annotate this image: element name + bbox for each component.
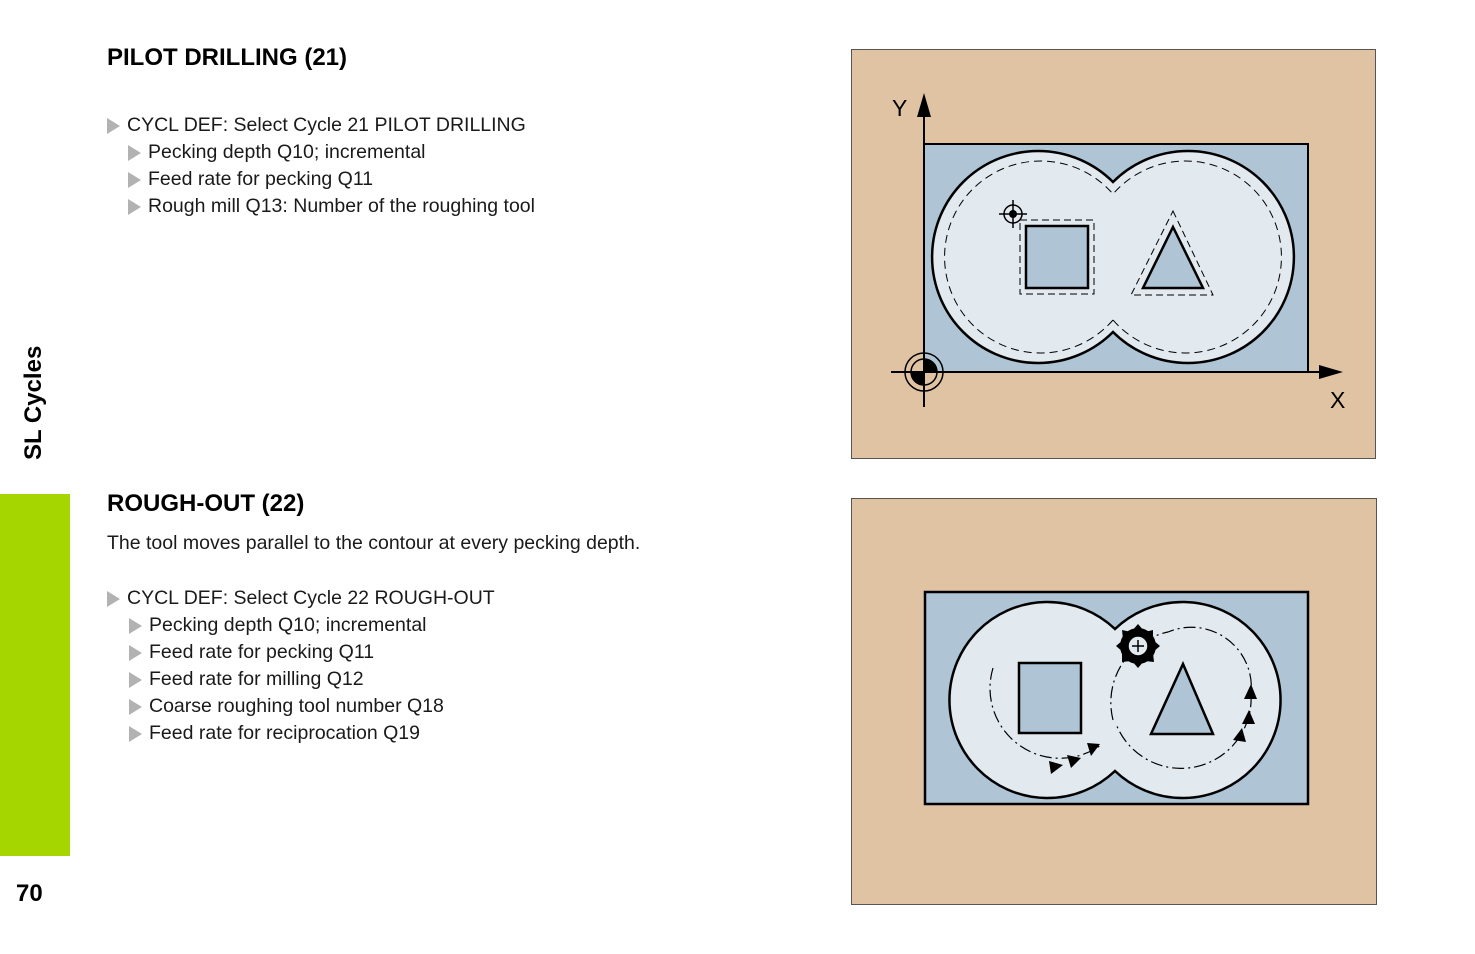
rough-param-text: Coarse roughing tool number Q18 (149, 695, 444, 717)
x-axis-label: X (1330, 387, 1346, 413)
rough-param (129, 722, 420, 745)
rough-param (129, 668, 364, 691)
pilot-param (128, 195, 535, 218)
pilot-param (128, 168, 373, 191)
triangle-bullet-icon (129, 645, 142, 661)
rough-step-text: CYCL DEF: Select Cycle 22 ROUGH-OUT (127, 587, 495, 609)
rough-out-figure (851, 498, 1377, 905)
page-number: 70 (16, 880, 43, 907)
section-label: SL Cycles (20, 345, 47, 460)
pilot-param-text: Pecking depth Q10; incremental (148, 141, 426, 163)
pilot-param (128, 141, 426, 164)
triangle-bullet-icon (129, 726, 142, 742)
triangle-bullet-icon (107, 591, 120, 607)
rough-param-text: Feed rate for pecking Q11 (149, 641, 375, 663)
pilot-param-text: Feed rate for pecking Q11 (148, 168, 374, 190)
rough-param (129, 614, 427, 637)
triangle-bullet-icon (128, 172, 141, 188)
section-tab (0, 494, 70, 856)
pilot-param-text: Rough mill Q13: Number of the roughing tool (148, 195, 535, 217)
rough-param-text: Pecking depth Q10; incremental (149, 614, 427, 636)
triangle-bullet-icon (128, 145, 141, 161)
rough-param (129, 641, 374, 664)
triangle-bullet-icon (129, 618, 142, 634)
rough-out-heading: ROUGH-OUT (22) (107, 490, 305, 517)
pilot-drilling-heading: PILOT DRILLING (21) (107, 44, 347, 71)
pilot-step (107, 114, 526, 137)
rough-param (129, 695, 444, 718)
triangle-bullet-icon (129, 699, 142, 715)
pilot-step-text: CYCL DEF: Select Cycle 21 PILOT DRILLING (127, 114, 526, 136)
pilot-drilling-figure (851, 49, 1376, 459)
triangle-bullet-icon (128, 199, 141, 215)
rough-param-text: Feed rate for milling Q12 (149, 668, 364, 690)
rough-param-text: Feed rate for reciprocation Q19 (149, 722, 420, 744)
triangle-bullet-icon (129, 672, 142, 688)
triangle-bullet-icon (107, 118, 120, 134)
y-axis-label: Y (892, 95, 908, 121)
rough-step (107, 587, 495, 610)
rough-out-description: The tool moves parallel to the contour at every pecking depth. (107, 532, 641, 554)
